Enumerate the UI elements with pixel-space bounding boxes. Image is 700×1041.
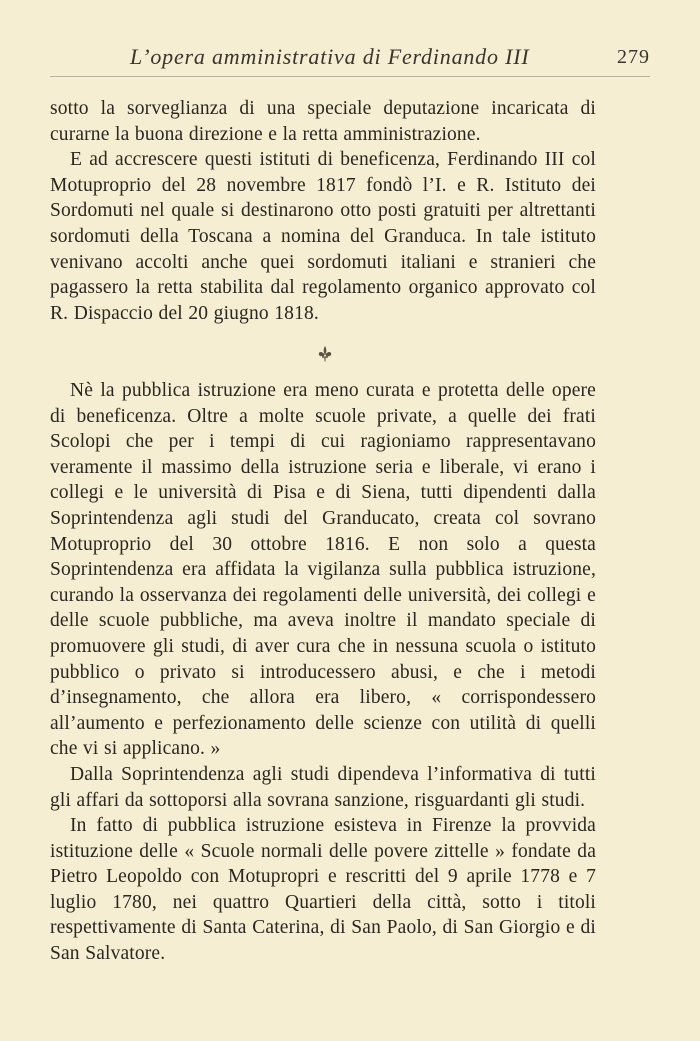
page-header (50, 44, 650, 77)
page-number: 279 (617, 46, 650, 68)
paragraph-scuole-normali: In fatto di pubblica istruzione esisteva in Firenze la provvida istituzione delle « Scuole normali delle povere zittelle » fondate da Pietro Leopoldo con Motupropri e rescritti del 9 aprile 1778 e 7 luglio 1780, nei quattro Quartieri della città, sotto i titoli respettivamente di Santa Caterina, di San Paolo, di San Giorgio e di San Salvatore. (50, 815, 596, 965)
running-title: L’opera amministrativa di Ferdinando III (130, 44, 530, 69)
paragraph-sordomuti: E ad accrescere questi istituti di beneficenza, Ferdinando III col Motuproprio del 28 novembre 1817 fondò l’I. e R. Istituto dei Sordomuti nel quale si destinarono otto posti gratuiti per altrettanti sordomuti della Toscana a nomina del Granduca. In tale istituto venivano accolti anche quei sordomuti italiani e stranieri che pagassero la retta stabilita dal regolamento organico approvato col R. Dispaccio del 20 giugno 1818. (50, 149, 596, 324)
paragraph-continuation: sotto la sorveglianza di una speciale deputazione incaricata di curarne la buona direzione e la retta amministrazione. (50, 98, 596, 145)
section-one (50, 96, 596, 326)
section-two (50, 378, 596, 967)
paragraph-soprintendenza: Dalla Soprintendenza agli studi dipendeva l’informativa di tutti gli affari da sottoporsi alla sovrana sanzione, risguardanti gli studi. (50, 763, 596, 811)
fleur-de-lis-icon (315, 344, 335, 364)
paragraph-istruzione: Nè la pubblica istruzione era meno curata e protetta delle opere di beneficenza. Oltre a molte scuole private, a quelle dei frati Scolopi che per i tempi di cui ragioniamo rappresentavano veramente il massimo della istruzione seria e liberale, vi erano i collegi e le università di Pisa e di Siena, tutti dipendenti dalla Soprintendenza agli studi del Granducato, creata col sovrano Motuproprio del 30 ottobre 1816. E non solo a questa Soprintendenza era affidata la vigilanza sulla pubblica istruzione, curando la osservanza dei regolamenti delle università, dei collegi e delle scuole pubbliche, ma aveva inoltre il mandato speciale di promuovere gli studi, di aver cura che in nessuna scuola o istituto pubblico o privato si introducessero abusi, e che i metodi d’insegnamento, che allora era libero, « corrispondessero all’aumento e perfezionamento delle scienze con utilità di quelli che vi si applicano. » (50, 380, 596, 760)
